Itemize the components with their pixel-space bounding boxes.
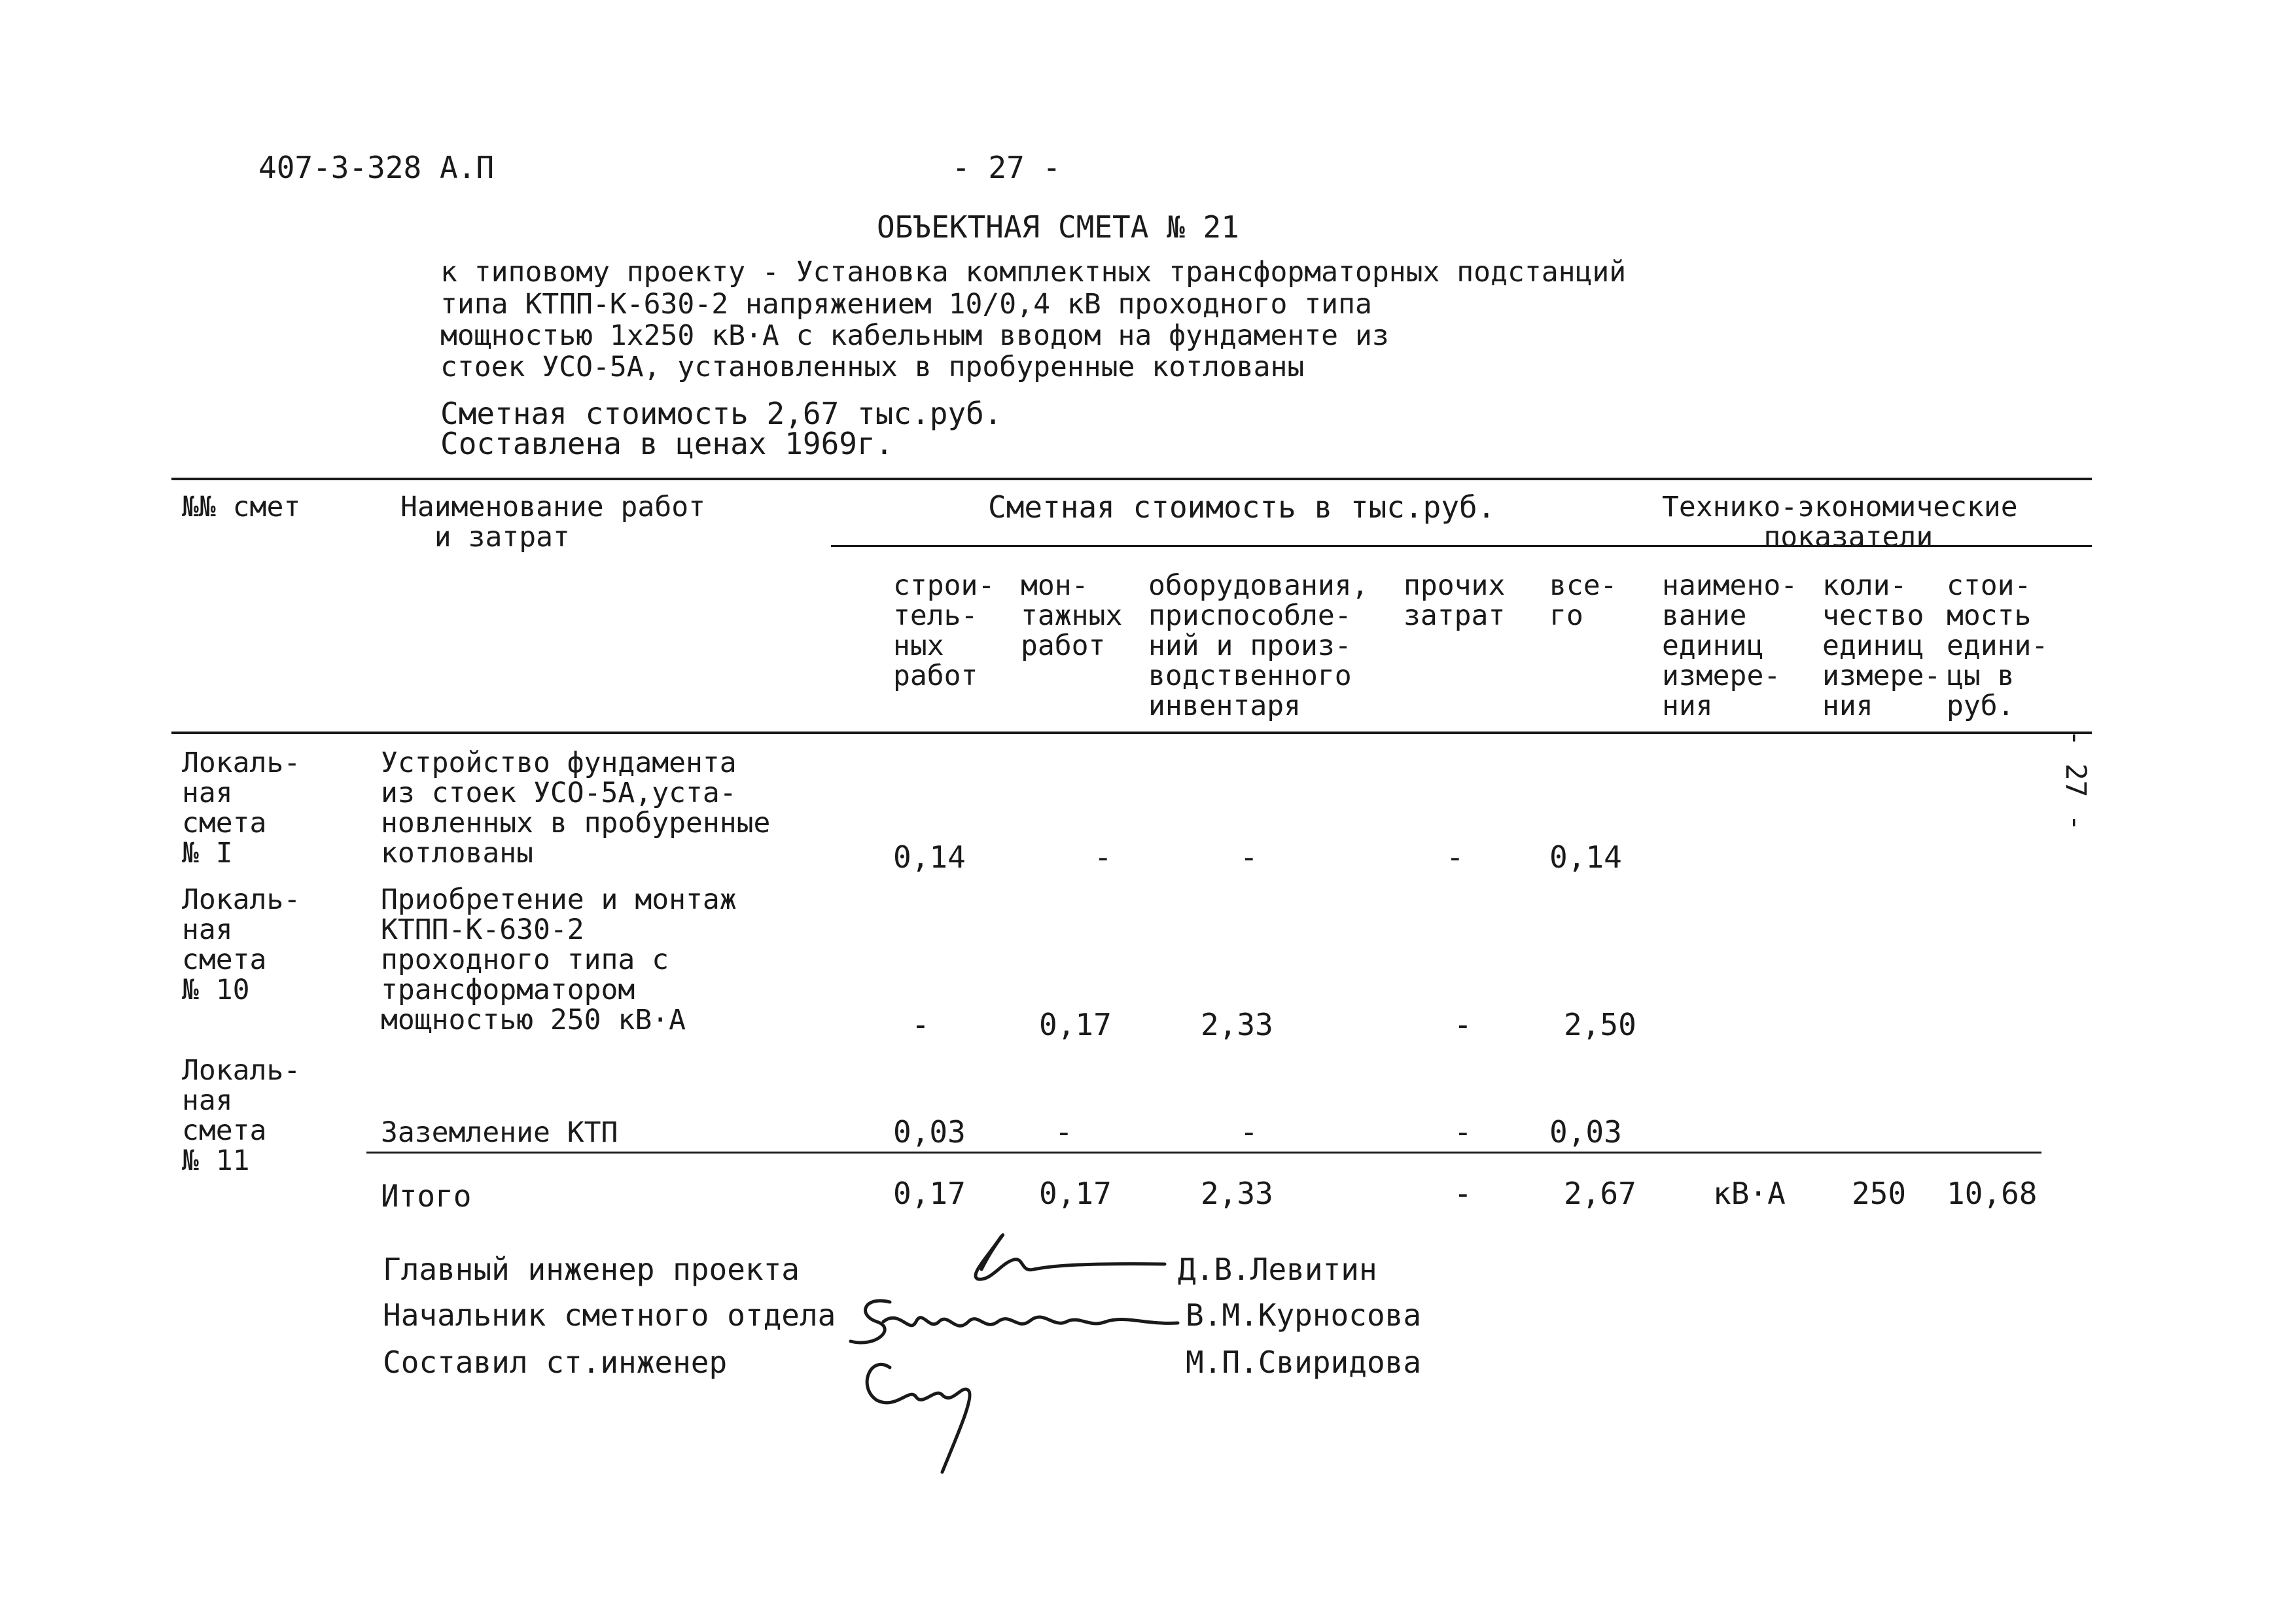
signature-sviridova: [867, 1364, 970, 1472]
total-unit-quantity: 250: [1852, 1176, 1907, 1211]
intro-line-3: мощностью 1х250 кВ·А с кабельным вводом на фундаменте из: [440, 319, 1389, 352]
document-code: 407-3-328 А.П: [258, 150, 495, 185]
header-bottom-rule: [171, 732, 2092, 734]
header-cost-group: Сметная стоимость в тыс.руб.: [988, 489, 1496, 525]
signature-name-chief-engineer: Д.В.Левитин: [1178, 1252, 1377, 1287]
price-basis: Составлена в ценах 1969г.: [440, 426, 894, 461]
row-construction: -: [911, 1007, 930, 1042]
row-item-name: Заземление КТП: [381, 1116, 618, 1149]
signature-role-estimate-head: Начальник сметного отдела: [383, 1297, 836, 1333]
total-label: Итого: [381, 1178, 472, 1214]
row-installation: -: [1055, 1114, 1073, 1150]
header-equipment: оборудования, приспособле- ний и произ- водственного инвентаря: [1148, 569, 1369, 722]
margin-page-number: - 27 -: [2059, 730, 2092, 832]
row-total: 2,50: [1564, 1007, 1636, 1042]
row-equipment: -: [1240, 839, 1258, 875]
header-item-name: Наименование работ и затрат: [400, 491, 705, 554]
row-estimate-number: Локаль- ная смета № 11: [182, 1054, 301, 1177]
signature-name-estimate-head: В.М.Курносова: [1186, 1297, 1422, 1333]
header-installation: мон- тажных работ: [1021, 569, 1123, 662]
row-other: -: [1454, 1007, 1472, 1042]
header-unit-cost: стои- мость едини- цы в руб.: [1947, 569, 2049, 722]
page-title: ОБЪЕКТНАЯ СМЕТА № 21: [877, 209, 1239, 245]
row-other: -: [1446, 839, 1464, 875]
header-estimate-number: №№ смет: [182, 491, 301, 523]
row-equipment: 2,33: [1201, 1007, 1273, 1042]
handwritten-signatures: [838, 1224, 1191, 1485]
total-unit-name: кВ·А: [1713, 1176, 1786, 1211]
header-tech-group: Технико-экономические показатели: [1662, 491, 2018, 554]
signature-name-compiler: М.П.Свиридова: [1186, 1345, 1422, 1380]
estimated-cost: Сметная стоимость 2,67 тыс.руб.: [440, 396, 1002, 431]
total-equipment: 2,33: [1201, 1176, 1273, 1211]
intro-line-2: типа КТПП-К-630-2 напряжением 10/0,4 кВ проходного типа: [440, 288, 1372, 321]
signature-role-chief-engineer: Главный инженер проекта: [383, 1252, 800, 1287]
table-top-rule: [171, 478, 2092, 480]
total-construction: 0,17: [893, 1176, 966, 1211]
row-total: 0,03: [1549, 1114, 1622, 1150]
row-total: 0,14: [1549, 839, 1622, 875]
header-unit-name: наимено- вание единиц измере- ния: [1662, 569, 1798, 722]
row-other: -: [1454, 1114, 1472, 1150]
header-unit-quantity: коли- чество единиц измере- ния: [1822, 569, 1941, 722]
row-installation: -: [1094, 839, 1112, 875]
row-estimate-number: Локаль- ная смета № I: [182, 747, 301, 870]
row-item-name: Устройство фундамента из стоек УСО-5А,уста- новленных в пробуренные котлованы: [381, 747, 771, 870]
row-estimate-number: Локаль- ная смета № 10: [182, 883, 301, 1006]
signature-kurnosova: [851, 1301, 1178, 1343]
row-item-name: Приобретение и монтаж КТПП-К-630-2 проходного типа с трансформатором мощностью 250 кВ·А: [381, 883, 737, 1036]
row-equipment: -: [1240, 1114, 1258, 1150]
row-construction: 0,14: [893, 839, 966, 875]
signature-levitin: [976, 1235, 1165, 1279]
header-total: все- го: [1549, 569, 1617, 632]
intro-line-1: к типовому проекту - Установка комплектных трансформаторных подстанций: [440, 256, 1627, 289]
signature-role-compiler: Составил ст.инженер: [383, 1345, 728, 1380]
total-rule: [366, 1152, 2041, 1154]
row-construction: 0,03: [893, 1114, 966, 1150]
header-construction: строи- тель- ных работ: [893, 569, 995, 692]
row-installation: 0,17: [1039, 1007, 1112, 1042]
total-total: 2,67: [1564, 1176, 1636, 1211]
header-other: прочих затрат: [1404, 569, 1506, 632]
total-installation: 0,17: [1039, 1176, 1112, 1211]
total-unit-cost: 10,68: [1947, 1176, 2038, 1211]
total-other: -: [1454, 1176, 1472, 1211]
intro-line-4: стоек УСО-5А, установленных в пробуренные котлованы: [440, 351, 1305, 383]
page-number: - 27 -: [952, 150, 1061, 185]
